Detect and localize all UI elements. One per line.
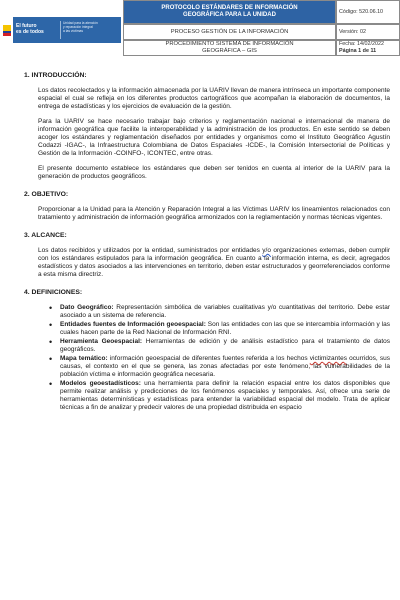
alcance-paragraph <box>38 247 390 279</box>
definition-item <box>60 355 390 379</box>
definition-term: Herramienta Geoespacial: <box>60 338 143 345</box>
document-version <box>336 24 400 40</box>
definition-term: Entidades fuentes de Información geoespacial: <box>60 321 206 328</box>
definitions-list <box>60 304 390 412</box>
version-label: Versión: 02 <box>339 28 366 35</box>
alcance-text-b: organizaciones externas, deben cumplir con los estándares estipulados para la información geográfica. En cuanto a la información interna, es decir, agregados estadísticos y datos asociados a las intervenciones en territorio, deben estar estructurados y georreferenciados conforme a esta misma directriz. <box>38 247 390 278</box>
logo-title-line2: es de todos <box>16 29 44 35</box>
procedure-line1: PROCEDIMIENTO SISTEMA DE INFORMACIÓN <box>165 41 294 47</box>
definition-text: Son las entidades con las que se intercambia información y las cuales hacen parte de la Red Nacional de Información RNI. <box>60 321 391 336</box>
logo-sub-line1: Unidad para la atención <box>63 21 98 25</box>
definition-text: información geoespacial de diferentes fuentes referida a los hechos <box>107 355 310 362</box>
section-heading-intro: 1. INTRODUCCIÓN: <box>24 72 87 79</box>
definition-item <box>60 321 390 337</box>
section-heading-objetivo: 2. OBJETIVO: <box>24 191 69 198</box>
process-name <box>123 24 336 40</box>
definition-text: una herramienta para definir la relación espacial entre los datos disponibles que permite realizar análisis y predicciones de los fenómenos espaciales y temporales. Así, ofrece una serie de herramientas determinísticas y estadísticas para entender la variabilidad espacial del modelo. Trata de aplicar técnicas a fin de analizar y predecir valores de una propiedad distribuida en espacio <box>60 380 390 411</box>
date-label: Fecha: 14/02/2022 <box>339 41 384 47</box>
title-line1: PROTOCOLO ESTÁNDARES DE INFORMACIÓN <box>161 5 298 11</box>
intro-paragraph-2: Para la UARIV se hace necesario trabajar bajo criterios y reglamentación nacional e internacional de manera de información geográfica que facilite la interoperabilidad y la administración de los productos. En este sentido se deben acoger los estándares y reglamentación diseñados por entidades y organismos como el Instituto Geográfico Agustín Codazzi -IGAC-, la Infraestructura Colombiana de Datos Espaciales -ICDE-, la Comisión Intersectorial de Políticas y Gestión de la Información -COINFO-, ICONTEC, entre otras. <box>38 118 390 157</box>
document-header <box>0 0 400 56</box>
definition-text: Representación simbólica de variables cualitativas y/o cuantitativas del territorio. Debe estar asociado a un sistema de referencia. <box>60 304 390 319</box>
intro-paragraph-3: El presente documento establece los estándares que deben ser tenidos en cuenta al interior de la UARIV para la generación de productos geográficos. <box>38 165 390 180</box>
logo-divider <box>60 21 61 39</box>
logo-sub-line2: y reparación integral <box>63 25 93 29</box>
definition-text: Herramientas de edición y de análisis estadístico para el tratamiento de datos geográficos. <box>60 338 390 353</box>
definition-term: Mapa temático: <box>60 355 108 362</box>
code-label: Código: 520.06.10 <box>339 8 384 15</box>
document-body <box>24 72 390 413</box>
document-title <box>123 0 336 24</box>
definition-item <box>60 338 390 354</box>
process-label: PROCESO GESTIÓN DE LA INFORMACIÓN <box>170 28 289 35</box>
logo-title-line1: El futuro <box>16 23 37 29</box>
procedure-line2: GEOGRÁFICA – GIS <box>202 48 257 54</box>
document-code <box>336 0 400 24</box>
section-heading-definiciones: 4. DEFINICIONES: <box>24 289 83 296</box>
logo-title <box>16 23 56 35</box>
logo-sub-line3: a las víctimas <box>63 29 83 33</box>
intro-paragraph-1: Los datos recolectados y la información almacenada por la UARIV llevan de manera intrínseca un importante componente espacial el cual se refleja en los diferentes productos cartográficos que acompañan la elaboración de documentos, la entrega de estadísticas y los ejercicios de evaluación de la gestión. <box>38 87 390 110</box>
section-heading-alcance: 3. ALCANCE: <box>24 232 67 239</box>
page-number: Página 1 de 11 <box>339 48 377 54</box>
objetivo-paragraph: Proporcionar a la Unidad para la Atención y Reparación Integral a las Víctimas UARIV los lineamientos relacionados con tratamiento y administración de información geográfica armonizados con la reglamentación y normas técnicas vigentes. <box>38 206 390 221</box>
document-date-page <box>336 40 400 56</box>
logo-area <box>0 0 123 56</box>
alcance-text-a: Los datos recibidos y utilizados por la entidad, suministrados por entidades <box>38 247 263 254</box>
definition-item <box>60 380 390 412</box>
definition-term: Modelos geoestadísticos: <box>60 380 141 387</box>
definition-text: ocurridos, sus causas, el contexto en el que se genera, las zonas afectadas por este fenómeno, las vulnerabilidades de la población víctima e información geográfica necesaria. <box>60 355 390 378</box>
colombia-flag-icon <box>3 25 11 36</box>
title-line2: GEOGRÁFICA PARA LA UNIDAD <box>183 12 276 18</box>
definition-text-misspelled: victimizantes <box>309 355 347 362</box>
logo <box>13 17 121 43</box>
procedure-name <box>123 40 336 56</box>
definition-term: Dato Geográfico: <box>60 304 114 311</box>
logo-subtitle <box>63 21 119 33</box>
definition-item <box>60 304 390 320</box>
alcance-text-yo: y/o <box>262 247 271 254</box>
